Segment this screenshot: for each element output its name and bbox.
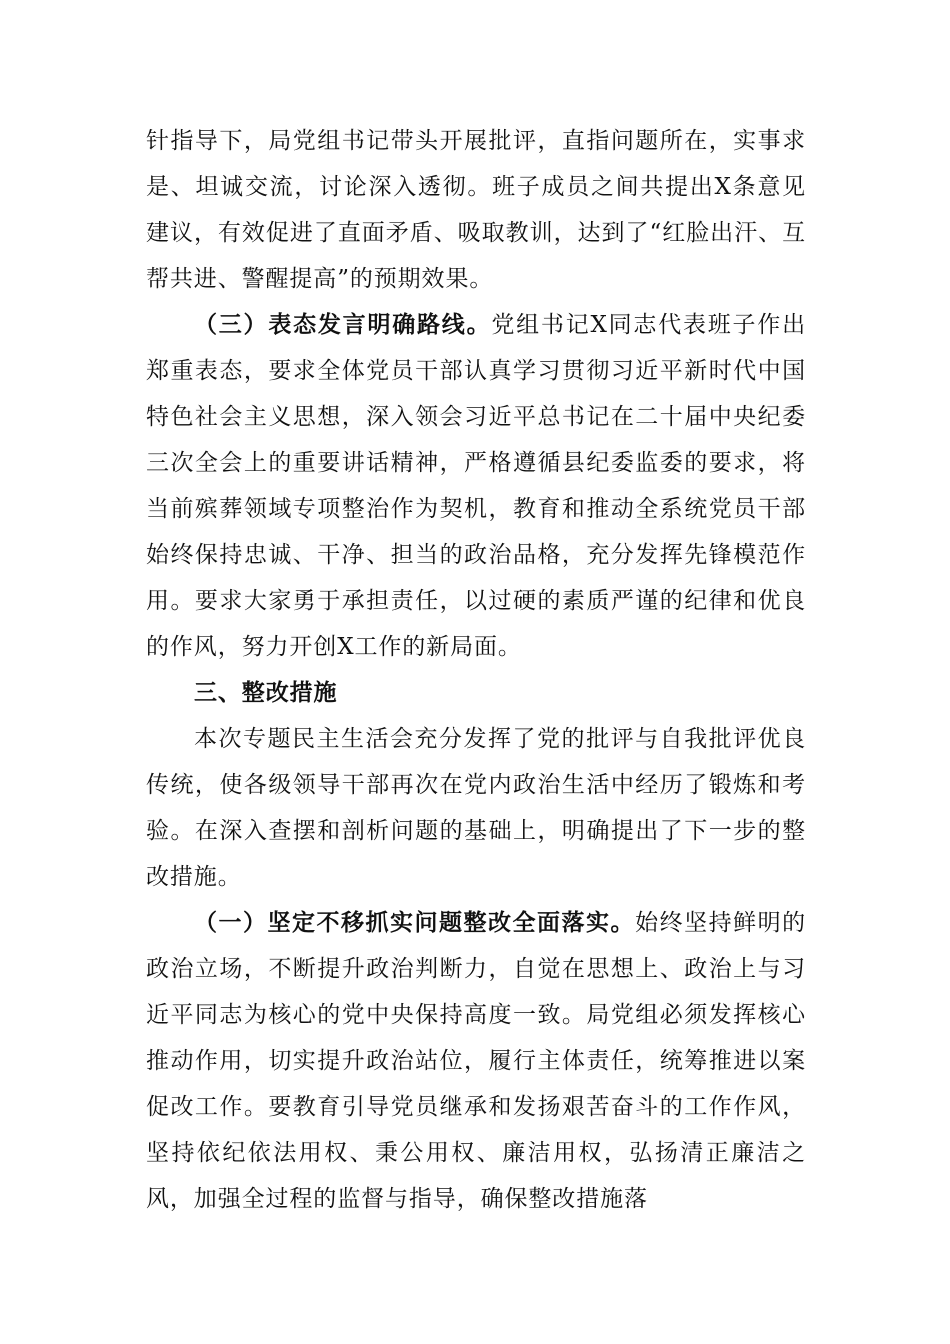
paragraph-statement-body: 党组书记X同志代表班子作出郑重表态，要求全体党员干部认真学习贯彻习近平新时代中国特色社会主义思想，深入领会习近平总书记在二十届中央纪委三次全会上的重要讲话精神，严格遵循县纪委监委的要求，将当前殡葬领域专项整治作为契机，教育和推动全系统党员干部始终保持忠诚、干净、担当的政治品格，充分发挥先锋模范作用。要求大家勇于承担责任，以过硬的素质严谨的纪律和优良的作风，努力开创X工作的新局面。 [146,312,806,660]
subheading-statement: （三）表态发言明确路线。 [194,312,492,338]
paragraph-measure-one [146,900,806,1222]
paragraph-measure-one-body: 始终坚持鲜明的政治立场，不断提升政治判断力，自觉在思想上、政治上与习近平同志为核心的党中央保持高度一致。局党组必须发挥核心推动作用，切实提升政治站位，履行主体责任，统筹推进以案促改工作。要教育引导党员继承和发扬艰苦奋斗的工作作风，坚持依纪依法用权、秉公用权、廉洁用权，弘扬清正廉洁之风，加强全过程的监督与指导，确保整改措施落 [146,910,806,1212]
section-heading-rectification: 三、整改措施 [194,680,338,706]
paragraph-continued: 针指导下，局党组书记带头开展批评，直指问题所在，实事求是、坦诚交流，讨论深入透彻。班子成员之间共提出X条意见建议，有效促进了直面矛盾、吸取教训，达到了“红脸出汗、互帮共进、警醒提高”的预期效果。 [146,128,806,292]
paragraph-intro: 本次专题民主生活会充分发挥了党的批评与自我批评优良传统，使各级领导干部再次在党内政治生活中经历了锻炼和考验。在深入查摆和剖析问题的基础上，明确提出了下一步的整改措施。 [146,726,806,890]
subheading-measure-one: （一）坚定不移抓实问题整改全面落实。 [194,910,636,936]
document-body [146,118,806,1222]
paragraph-statement [146,302,806,670]
